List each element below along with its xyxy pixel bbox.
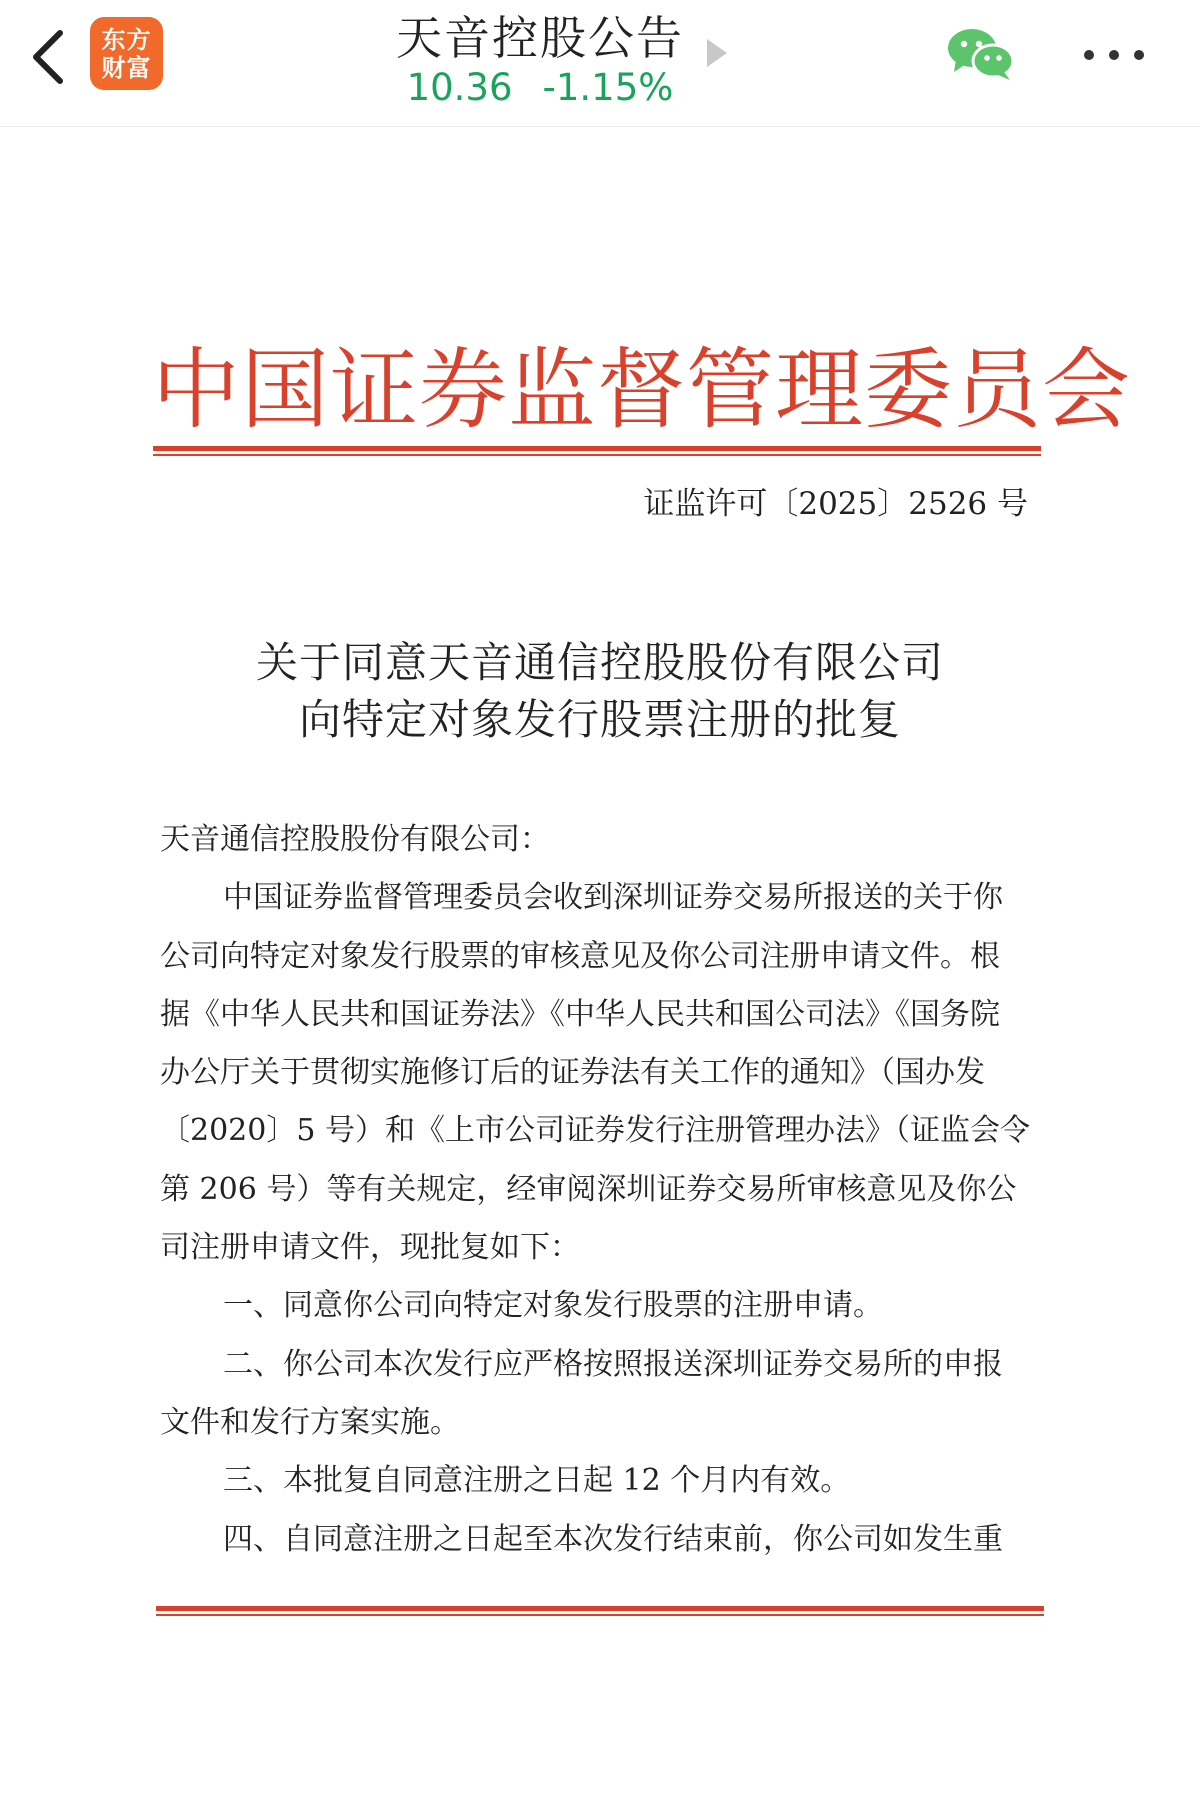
app-logo <box>90 17 163 90</box>
body-line: 〔2020〕5 号）和《上市公司证券发行注册管理办法》（证监会令 <box>160 1113 1030 1149</box>
stock-change: -1.15% <box>542 66 674 109</box>
wechat-icon <box>946 26 1016 82</box>
document-number: 证监许可〔2025〕2526 号 <box>643 486 1028 522</box>
more-button[interactable] <box>1080 40 1148 70</box>
body-line: 二、你公司本次发行应严格按照报送深圳证券交易所的申报 <box>223 1346 1003 1382</box>
issuing-authority: 中国证券监督管理委员会 <box>152 338 1132 441</box>
body-line: 四、自同意注册之日起至本次发行结束前，你公司如发生重 <box>223 1521 1003 1557</box>
body-line: 第 206 号）等有关规定，经审阅深圳证券交易所审核意见及你公 <box>160 1171 1017 1207</box>
document-title-line1: 关于同意天音通信控股股份有限公司 <box>255 638 944 687</box>
stock-price: 10.36 <box>406 66 513 109</box>
logo-text-line1: 东方 <box>101 25 152 54</box>
document-body <box>160 811 1040 1569</box>
document-title-line2: 向特定对象发行股票注册的批复 <box>298 695 901 744</box>
logo-text-line2: 财富 <box>101 53 152 82</box>
header-rule-thin <box>153 454 1041 456</box>
body-line: 司注册申请文件，现批复如下： <box>160 1230 580 1266</box>
header-rule-thick <box>153 446 1041 451</box>
wechat-share-button[interactable] <box>946 26 1016 82</box>
document-title <box>160 634 1040 748</box>
top-bar <box>0 0 1200 127</box>
body-line: 办公厅关于贯彻实施修订后的证券法有关工作的通知》（国办发 <box>160 1055 985 1091</box>
chevron-left-icon <box>28 27 68 87</box>
body-line: 文件和发行方案实施。 <box>160 1404 460 1440</box>
body-line: 三、本批复自同意注册之日起 12 个月内有效。 <box>223 1463 851 1499</box>
body-line: 公司向特定对象发行股票的审核意见及你公司注册申请文件。根 <box>160 938 1000 974</box>
footer-rule-thick <box>156 1606 1044 1611</box>
back-button[interactable] <box>18 18 78 96</box>
body-line: 一、同意你公司向特定对象发行股票的注册申请。 <box>223 1288 883 1324</box>
body-line: 据《中华人民共和国证券法》《中华人民共和国公司法》《国务院 <box>160 996 1000 1032</box>
body-line: 中国证券监督管理委员会收到深圳证券交易所报送的关于你 <box>223 880 1003 916</box>
footer-rule-thin <box>156 1614 1044 1616</box>
more-dots-icon <box>1080 40 1148 70</box>
play-button[interactable] <box>705 37 729 69</box>
stock-quote <box>300 66 780 109</box>
page-title: 天音控股公告 <box>396 11 684 65</box>
addressee: 天音通信控股股份有限公司： <box>160 822 550 857</box>
play-icon <box>705 37 729 69</box>
